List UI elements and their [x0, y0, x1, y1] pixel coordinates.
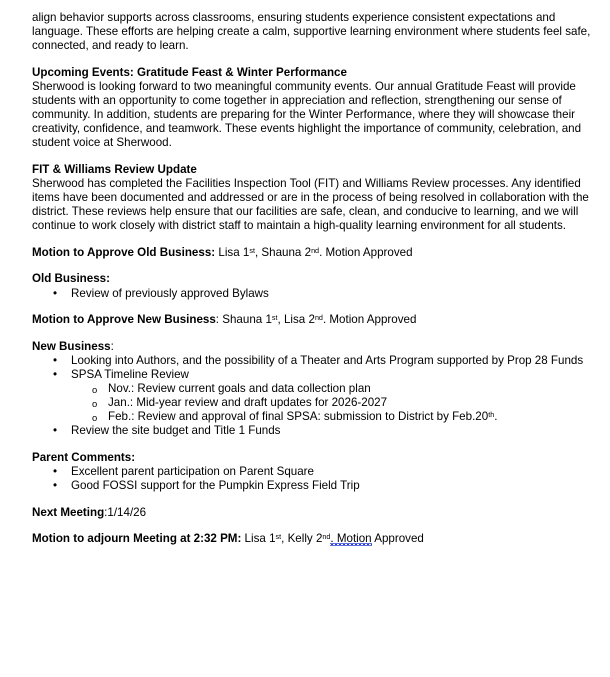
motion-old-business-second-suffix: nd — [311, 245, 320, 255]
list-item-label: Nov.: Review current goals and data collection plan — [108, 381, 371, 395]
heading-fit-williams: FIT & Williams Review Update — [32, 162, 197, 176]
list-item — [32, 465, 596, 479]
motion-approve-new-business — [32, 313, 596, 327]
motion-new-business-label: Motion to Approve New Business — [32, 313, 216, 327]
motion-adjourn-label: Motion to adjourn Meeting at 2:32 PM: — [32, 532, 242, 546]
motion-old-business-result: . Motion Approved — [319, 245, 413, 259]
next-meeting-line — [32, 506, 596, 520]
bullet-icon: • — [53, 367, 58, 381]
motion-adjourn-first-name: Lisa — [241, 532, 266, 546]
motion-new-business-colon: : — [215, 313, 223, 327]
heading-new-business-colon: : — [110, 339, 114, 353]
list-item-label: Review the site budget and Title 1 Funds — [71, 424, 281, 438]
list-item-label: Excellent parent participation on Parent Square — [71, 464, 314, 478]
motion-new-business-first-ordinal: 1 — [265, 313, 272, 327]
motion-new-business-first-name: Shauna — [222, 313, 263, 327]
next-meeting-date: :1/14/26 — [104, 505, 147, 519]
sub-bullet-icon: o — [92, 383, 98, 395]
list-item-label: Good FOSSI support for the Pumpkin Express Field Trip — [71, 479, 360, 493]
motion-new-business-result: . Motion Approved — [322, 313, 417, 327]
bullet-icon: • — [53, 424, 58, 438]
motion-old-business-first-ordinal: 1 — [242, 245, 250, 259]
motion-adjourn-second-ordinal: 2 — [315, 532, 323, 546]
motion-old-business-label: Motion to Approve Old Business: — [32, 245, 216, 259]
list-item — [71, 410, 596, 424]
list-new-business — [32, 354, 596, 439]
list-item — [32, 287, 596, 301]
bullet-icon: • — [53, 479, 58, 493]
motion-new-business-second-name: Lisa — [283, 313, 306, 327]
list-parent-comments — [32, 465, 596, 493]
list-item-label: Review of previously approved Bylaws — [71, 286, 269, 300]
motion-new-business-second-ordinal: 2 — [308, 313, 315, 327]
motion-new-business-separator: , — [277, 313, 284, 327]
list-item-label: Looking into Authors, and the possibility of a Theater and Arts Program supported by Prop 28 Funds — [71, 353, 584, 367]
bullet-icon: • — [53, 286, 58, 300]
motion-adjourn-separator: , — [281, 532, 288, 546]
motion-old-business-separator: , — [254, 245, 262, 259]
sub-bullet-icon: o — [92, 398, 98, 410]
list-item — [71, 396, 596, 410]
list-item-label: Jan.: Mid-year review and draft updates for 2026-2027 — [108, 396, 388, 410]
list-item-label: Feb.: Review and approval of final SPSA: submission to District by Feb.20 — [108, 410, 489, 424]
list-item — [32, 479, 596, 493]
next-meeting-label: Next Meeting — [32, 505, 105, 519]
list-item — [71, 382, 596, 396]
motion-adjourn-first-ordinal: 1 — [269, 532, 276, 546]
list-item — [32, 354, 596, 368]
list-item-ordinal-suffix: th — [488, 410, 495, 420]
continued-paragraph: align behavior supports across classrooms, ensuring students experience consistent expectations and language. These efforts are helping create a calm, supportive learning environment where students feel safe, connected, and ready to learn. — [32, 11, 591, 53]
motion-new-business-first-suffix: st — [271, 313, 278, 323]
list-old-business — [32, 287, 596, 301]
motion-old-business-first-name: Lisa — [218, 245, 240, 259]
motion-adjourn-result: Approved — [371, 532, 424, 546]
heading-parent-comments: Parent Comments: — [32, 450, 136, 464]
list-item — [32, 424, 596, 438]
paragraph-upcoming-events: Sherwood is looking forward to two meaningful community events. Our annual Gratitude Feast will provide students with an opportunity to come together in appreciation and reflection, strengthening our sense of community. In addition, students are preparing for the Winter Performance, where they will showcase their creativity, confidence, and teamwork. These events highlight the importance of community, celebration, and student voice at Sherwood. — [32, 79, 582, 150]
list-item — [32, 368, 596, 424]
motion-old-business-second-ordinal: 2 — [304, 245, 312, 259]
motion-adjourn-line — [32, 532, 596, 546]
motion-adjourn-second-name: Kelly — [287, 532, 313, 546]
grammar-error-underline[interactable]: . Motion — [330, 532, 372, 546]
paragraph-fit-williams: Sherwood has completed the Facilities Inspection Tool (FIT) and Williams Review processes. Any identified items have been documented and addressed or are in the process of being resolved in collaboration with the district. These reviews help ensure that our facilities are safe, clean, and conducive to learning, and we will continue to work closely with district staff to maintain a high-quality learning environment for all students. — [32, 176, 589, 233]
motion-adjourn-first-suffix: st — [275, 532, 282, 542]
motion-adjourn-second-suffix: nd — [322, 532, 331, 542]
heading-new-business-label: New Business — [32, 339, 111, 353]
heading-new-business — [32, 340, 596, 354]
list-item-label: SPSA Timeline Review — [71, 367, 189, 381]
bullet-icon: • — [53, 353, 58, 367]
list-spsa-timeline — [71, 382, 596, 424]
motion-old-business-second-name: Shauna — [261, 245, 302, 259]
list-item-period: . — [494, 410, 498, 424]
bullet-icon: • — [53, 464, 58, 478]
heading-upcoming-events: Upcoming Events: Gratitude Feast & Winter Performance — [32, 65, 347, 79]
motion-new-business-second-suffix: nd — [314, 313, 323, 323]
sub-bullet-icon: o — [92, 412, 98, 424]
motion-approve-old-business — [32, 246, 596, 260]
motion-old-business-first-suffix: st — [249, 245, 255, 255]
heading-old-business: Old Business: — [32, 272, 110, 286]
